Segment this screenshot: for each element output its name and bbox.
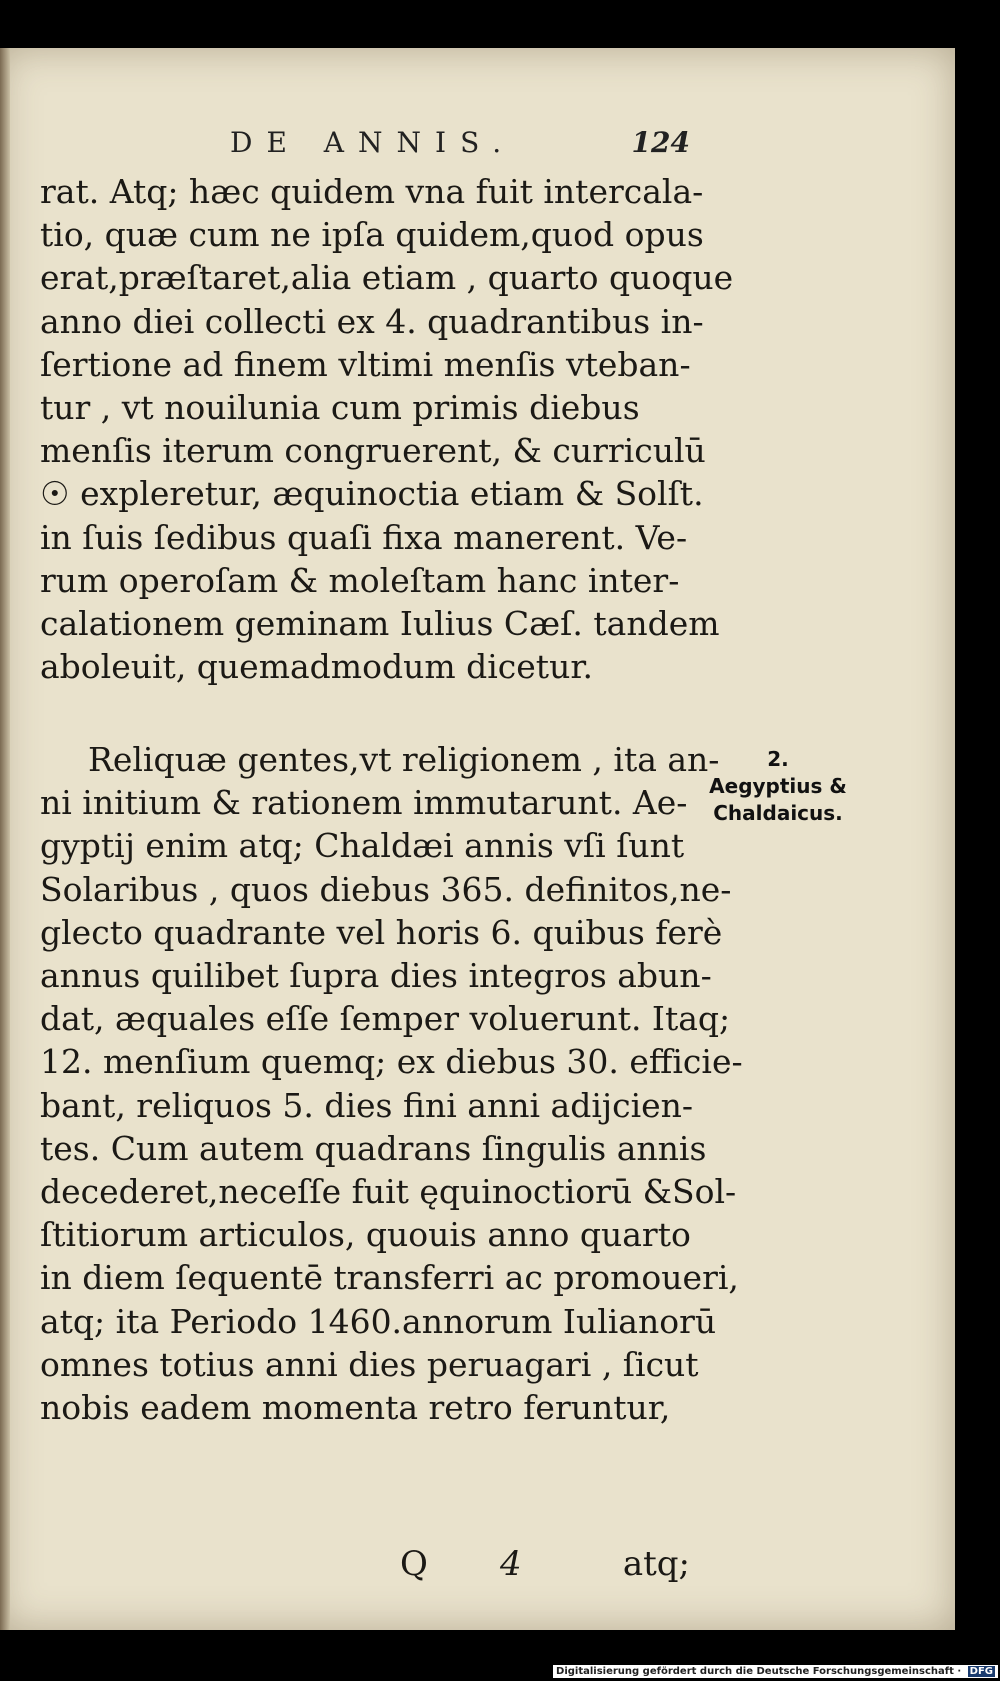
text-line: tur , vt nouilunia cum primis diebus <box>40 388 640 428</box>
page-binding-edge <box>0 48 10 1630</box>
text-line: rat. Atq; hæc quidem vna fuit intercala- <box>40 172 704 211</box>
text-line: atq; ita Periodo 1460.annorum Iulianorū <box>40 1301 717 1341</box>
text-line: tio, quæ cum ne ipſa quidem,quod opus <box>40 215 704 255</box>
page-number: 124 <box>631 126 690 159</box>
text-line: ☉ expleretur, æquinoctia etiam & Solſt. <box>40 474 704 514</box>
signature-number: 4 <box>500 1544 522 1584</box>
margin-note-line: Chaldaicus. <box>713 801 843 825</box>
text-line: anno diei collecti ex 4. quadrantibus in- <box>40 301 704 341</box>
text-line: ni initium & rationem immutarunt. Ae- <box>40 783 688 823</box>
text-line: ſtitiorum articulos, quouis anno quarto <box>40 1215 691 1255</box>
signature-mark: Q <box>400 1544 428 1584</box>
text-line: in diem ſequentē transferri ac promoueri, <box>40 1258 739 1298</box>
text-line: aboleuit, quemadmodum dicetur. <box>40 647 593 687</box>
margin-note-line: Aegyptius & <box>709 774 847 798</box>
text-line: in ſuis ſedibus quaſi fixa manerent. Ve- <box>40 517 688 557</box>
text-line: Solaribus , quos diebus 365. definitos,ne- <box>40 869 732 909</box>
running-header <box>230 126 690 166</box>
text-line: erat,præſtaret,alia etiam , quarto quoque <box>40 258 734 298</box>
text-line: menſis iterum congruerent, & curriculū <box>40 431 706 471</box>
margin-note-number: 2. <box>767 747 789 771</box>
text-line: calationem geminam Iulius Cæſ. tandem <box>40 604 720 644</box>
text-line: decederet,neceſſe fuit ęquinoctiorū &Sol- <box>40 1172 737 1212</box>
text-line: annus quilibet ſupra dies integros abun- <box>40 956 712 996</box>
text-line: 12. menſium quemq; ex diebus 30. efficie- <box>40 1042 743 1082</box>
book-page <box>0 48 955 1630</box>
text-line: tes. Cum autem quadrans ſingulis annis <box>40 1128 707 1168</box>
header-title: DE ANNIS. <box>230 126 516 159</box>
dfg-logo: DFG <box>969 1666 993 1677</box>
credit-text: Digitalisierung gefördert durch die Deutsche Forschungsgemeinschaft · <box>556 1666 962 1677</box>
text-line: glecto quadrante vel horis 6. quibus ferè <box>40 912 723 952</box>
margin-note <box>693 746 863 827</box>
text-line: omnes totius anni dies peruagari , ſicut <box>40 1344 699 1384</box>
paragraph-1 <box>40 170 734 688</box>
paragraph-2 <box>40 738 743 1429</box>
text-line: rum operoſam & moleſtam hanc inter- <box>40 560 680 600</box>
text-line: bant, reliquos 5. dies fini anni adijcien- <box>40 1085 694 1125</box>
text-line: ſertione ad finem vltimi menſis vteban- <box>40 344 691 384</box>
text-line: nobis eadem momenta retro feruntur, <box>40 1388 671 1428</box>
digitization-credit <box>553 1665 998 1678</box>
text-line: dat, æquales eſſe ſemper voluerunt. Itaq; <box>40 999 731 1039</box>
text-line: Reliquæ gentes,vt religionem , ita an- <box>88 740 720 779</box>
catchword: atq; <box>622 1544 690 1584</box>
text-line: gyptij enim atq; Chaldæi annis vſi ſunt <box>40 826 685 866</box>
